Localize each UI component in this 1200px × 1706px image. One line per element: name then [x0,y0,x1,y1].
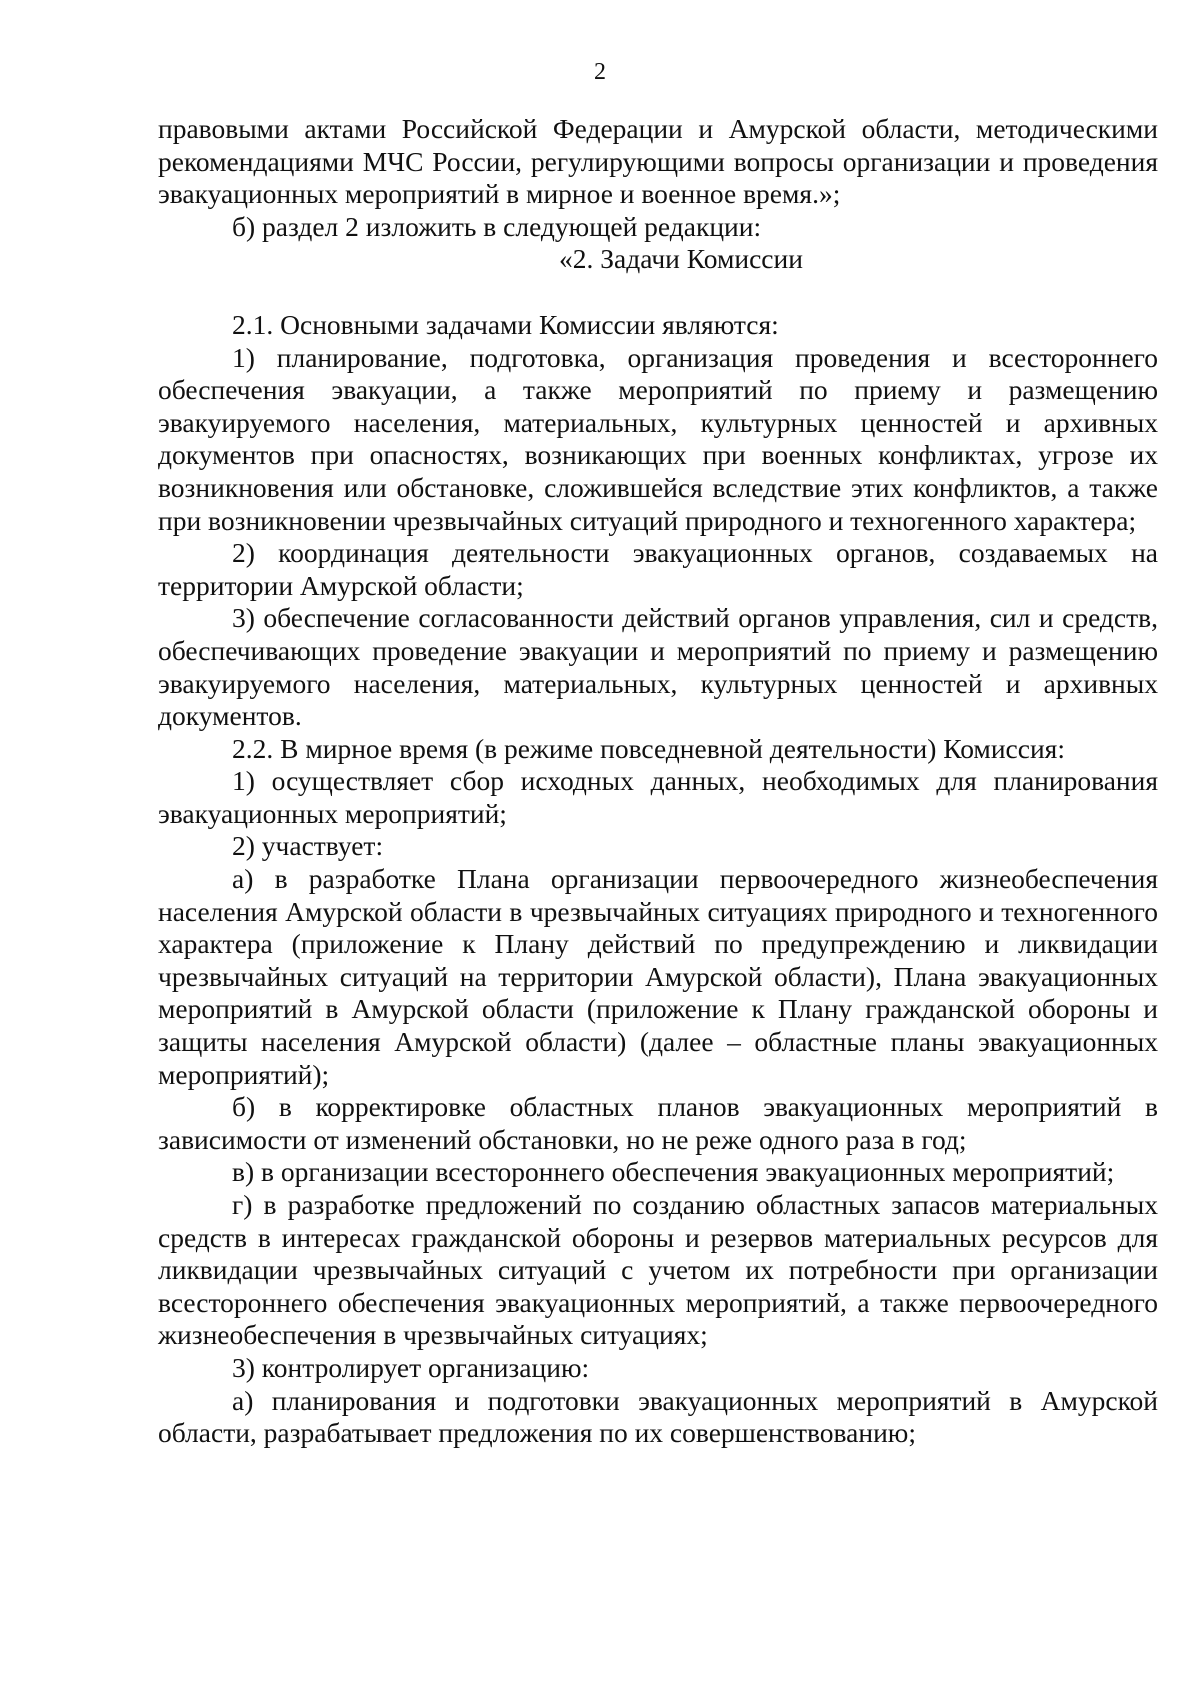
paragraph-2-1-item-3: 3) обеспечение согласованности действий органов управления, сил и средств, обеспечивающих проведение эвакуации и мероприятий по приему и размещению эвакуируемого населения, материальных, культурных ценностей и архивных документов. [158,602,1158,732]
paragraph-2-2-item-3-a: а) планирования и подготовки эвакуационных мероприятий в Амурской области, разрабатывает предложения по их совершенствованию; [158,1384,1158,1449]
section-heading: «2. Задачи Комиссии [559,243,803,275]
paragraph-2-2-item-2-b: б) в корректировке областных планов эвакуационных мероприятий в зависимости от изменений обстановки, но не реже одного раза в год; [158,1091,1158,1155]
paragraph-2-1: 2.1. Основными задачами Комиссии являются: [232,308,779,340]
paragraph-continuation: правовыми актами Российской Федерации и Амурской области, методическими рекомендациями МЧС России, регулирующими вопросы организации и проведения эвакуационных мероприятий в мирное и военное время.»; [158,113,1158,210]
paragraph-amendment-b: б) раздел 2 изложить в следующей редакции: [232,210,762,242]
paragraph-2-2-item-2-a: а) в разработке Плана организации первоочередного жизнеобеспечения населения Амурской области в чрезвычайных ситуациях природного и техногенного характера (приложение к Плану действий по предупреждению и ликвидации чрезвычайных ситуаций на территории Амурской области), Плана эвакуационных мероприятий в Амурской области (приложение к Плану гражданской обороны и защиты населения Амурской области) (далее – областные планы эвакуационных мероприятий); [158,863,1158,1090]
paragraph-2-2-item-3: 3) контролирует организацию: [232,1351,590,1383]
document-body [158,113,1158,1450]
paragraph-2-2-item-2-g: г) в разработке предложений по созданию областных запасов материальных средств в интересах гражданской обороны и резервов материальных ресурсов для ликвидации чрезвычайных ситуаций с учетом их потребности при организации всестороннего обеспечения эвакуационных мероприятий, а также первоочередного жизнеобеспечения в чрезвычайных ситуациях; [158,1189,1158,1351]
paragraph-2-2-item-1: 1) осуществляет сбор исходных данных, необходимых для планирования эвакуационных мероприятий; [158,765,1158,829]
paragraph-2-2-item-2: 2) участвует: [232,830,384,862]
paragraph-2-1-item-2: 2) координация деятельности эвакуационных органов, создаваемых на территории Амурской области; [158,537,1158,601]
page-number: 2 [594,59,606,85]
paragraph-2-1-item-1: 1) планирование, подготовка, организация проведения и всестороннего обеспечения эвакуации, а также мероприятий по приему и размещению эвакуируемого населения, материальных, культурных ценностей и архивных документов при опасностях, возникающих при военных конфликтах, угрозе их возникновения или обстановке, сложившейся вследствие этих конфликтов, а также при возникновении чрезвычайных ситуаций природного и техногенного характера; [158,341,1158,536]
paragraph-2-2-item-2-v: в) в организации всестороннего обеспечения эвакуационных мероприятий; [232,1156,1115,1188]
paragraph-2-2: 2.2. В мирное время (в режиме повседневной деятельности) Комиссия: [232,732,1065,764]
